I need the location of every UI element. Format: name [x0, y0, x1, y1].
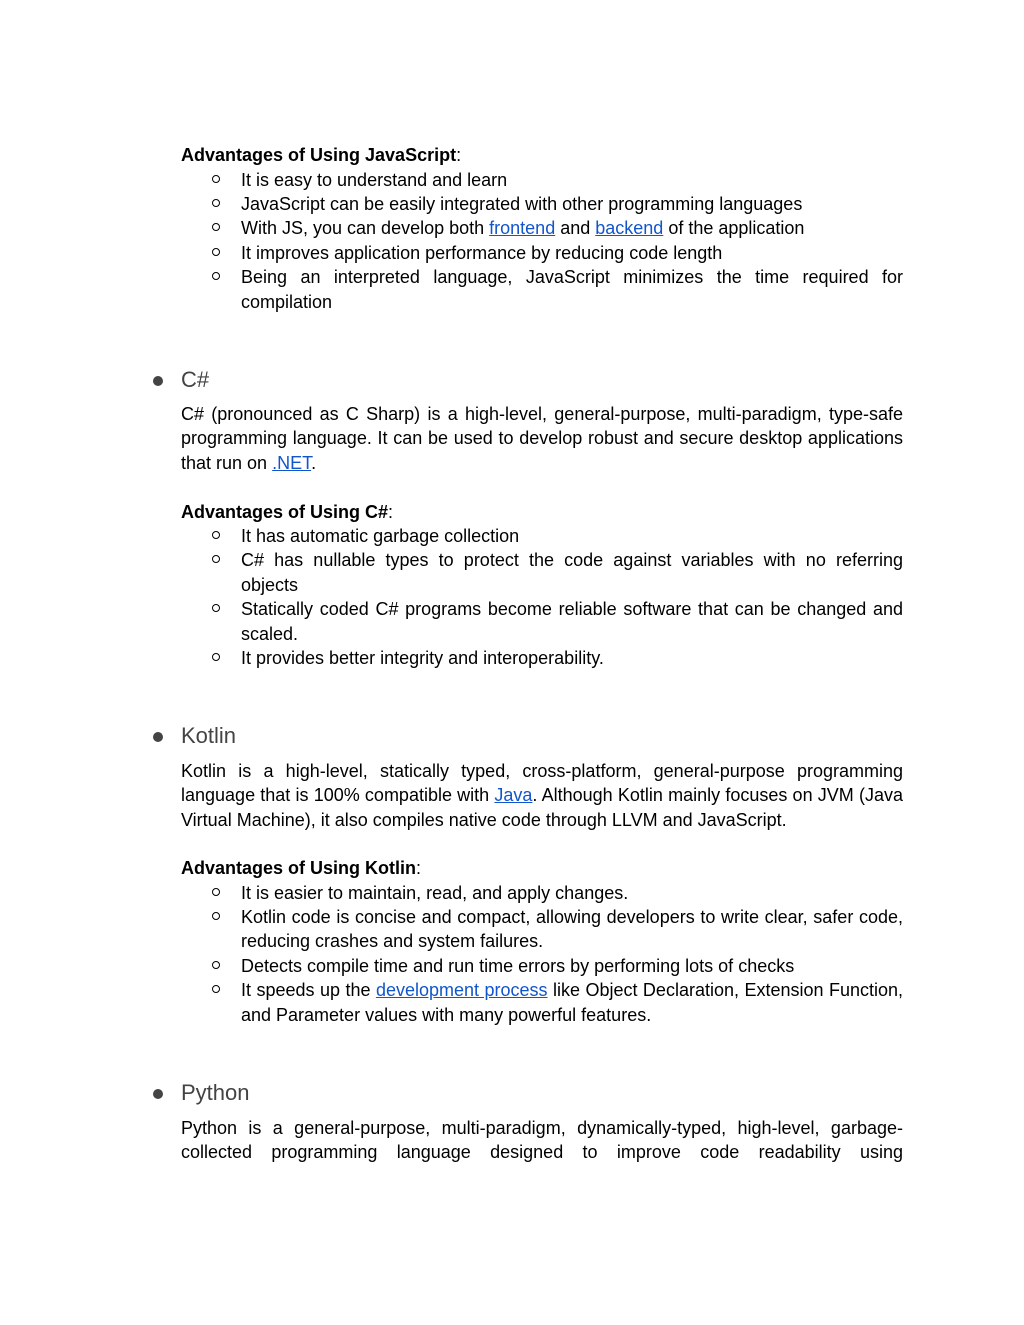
js-advantages-heading: Advantages of Using JavaScript:: [181, 145, 462, 165]
section-title: Python: [181, 1080, 250, 1105]
kotlin-description: Kotlin is a high-level, statically typed, cross-platform, general-purpose programming language that is 100% compatible with Java. Although Kotlin mainly focuses on JVM (Java Virtual Machine), it also compiles native code through LLVM and JavaScript.: [181, 761, 903, 830]
development-process-link[interactable]: development process: [375, 980, 548, 1001]
list-item: JavaScript can be easily integrated with other programming languages: [181, 192, 903, 216]
hollow-bullet-icon: [212, 175, 220, 183]
csharp-advantages-heading: Advantages of Using C#:: [181, 502, 394, 522]
dotnet-link[interactable]: .NET: [272, 452, 312, 473]
section-title: C#: [181, 367, 210, 392]
backend-link[interactable]: backend: [595, 218, 664, 239]
hollow-bullet-icon: [212, 912, 220, 920]
list-item: Kotlin code is concise and compact, allowing developers to write clear, safer code, reducing crashes and system failures.: [181, 905, 903, 954]
list-item: Detects compile time and run time errors by performing lots of checks: [181, 954, 903, 978]
list-item: It has automatic garbage collection: [181, 524, 903, 548]
hollow-bullet-icon: [212, 223, 220, 231]
kotlin-advantages-heading: Advantages of Using Kotlin:: [181, 858, 422, 878]
hollow-bullet-icon: [212, 555, 220, 563]
bullet-icon: [153, 376, 163, 386]
list-item: It improves application performance by reducing code length: [181, 241, 903, 265]
list-item: It is easy to understand and learn: [181, 168, 903, 192]
bullet-icon: [153, 732, 163, 742]
java-link[interactable]: Java: [494, 785, 533, 806]
bullet-icon: [153, 1089, 163, 1099]
csharp-description: C# (pronounced as C Sharp) is a high-level, general-purpose, multi-paradigm, type-safe programming language. It can be used to develop robust and secure desktop applications that run on .NET.: [181, 404, 903, 473]
list-item: Statically coded C# programs become reliable software that can be changed and scaled.: [181, 597, 903, 646]
hollow-bullet-icon: [212, 199, 220, 207]
hollow-bullet-icon: [212, 888, 220, 896]
list-item: Being an interpreted language, JavaScript minimizes the time required for compilation: [181, 265, 903, 314]
js-advantages-list: [181, 168, 903, 314]
hollow-bullet-icon: [212, 961, 220, 969]
frontend-link[interactable]: frontend: [489, 218, 556, 239]
hollow-bullet-icon: [212, 248, 220, 256]
hollow-bullet-icon: [212, 985, 220, 993]
hollow-bullet-icon: [212, 531, 220, 539]
kotlin-advantages-list: [181, 881, 903, 1027]
section-title: Kotlin: [181, 723, 237, 748]
list-item: It is easier to maintain, read, and apply changes.: [181, 881, 903, 905]
hollow-bullet-icon: [212, 653, 220, 661]
list-item: C# has nullable types to protect the code against variables with no referring objects: [181, 548, 903, 597]
python-description: Python is a general-purpose, multi-paradigm, dynamically-typed, high-level, garbage-collected programming language designed to improve code readability using: [181, 1117, 903, 1162]
csharp-advantages-list: [181, 524, 903, 670]
list-item: It speeds up the development process like Object Declaration, Extension Function, and Parameter values with many powerful features.: [181, 978, 903, 1027]
list-item: With JS, you can develop both frontend and backend of the application: [181, 216, 903, 240]
list-item: It provides better integrity and interoperability.: [181, 646, 903, 670]
hollow-bullet-icon: [212, 604, 220, 612]
hollow-bullet-icon: [212, 272, 220, 280]
